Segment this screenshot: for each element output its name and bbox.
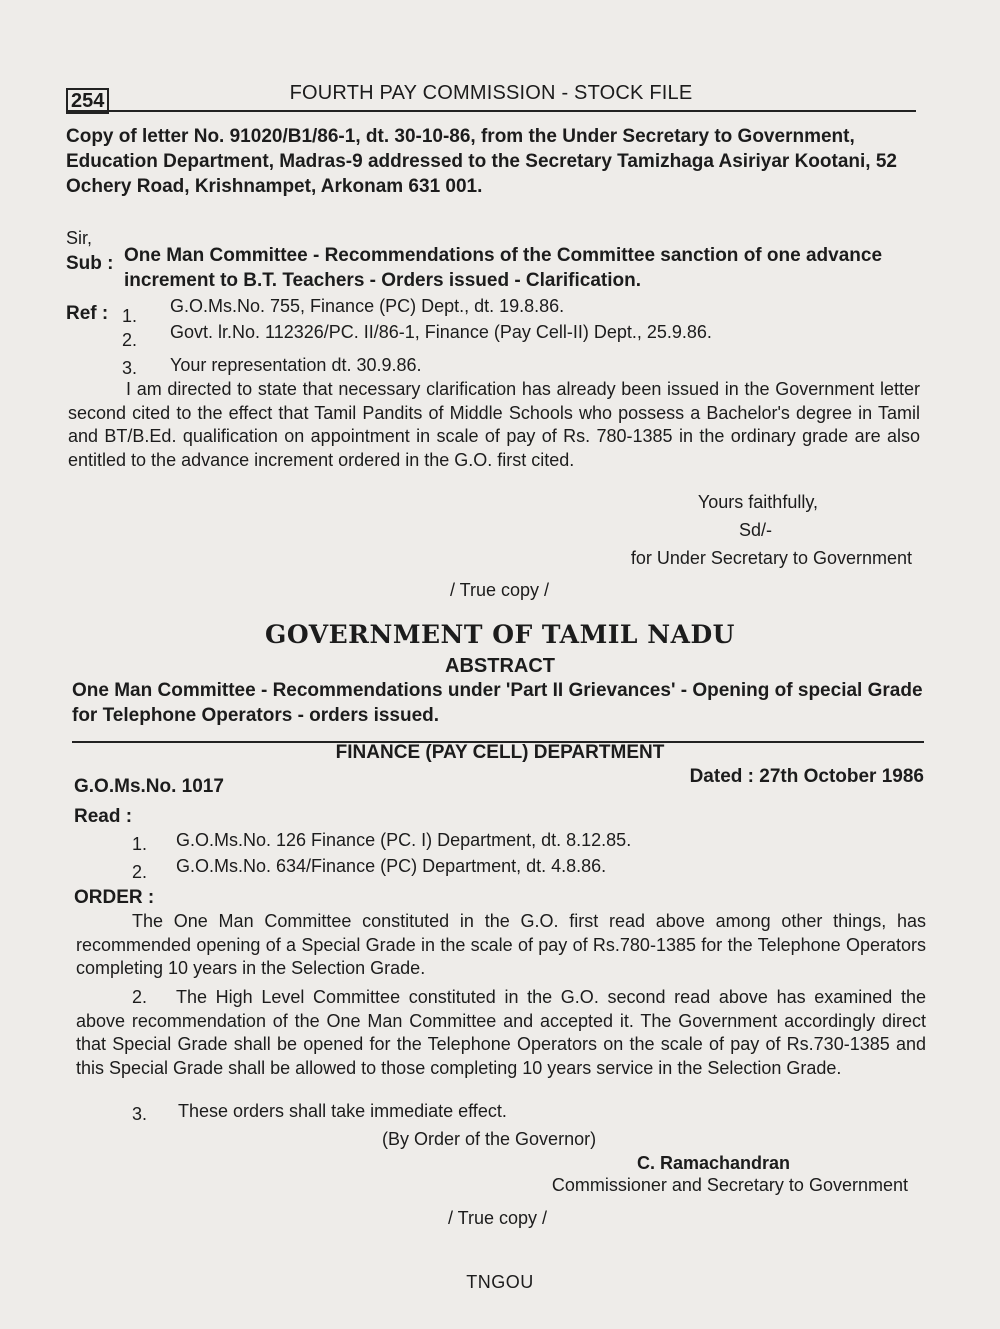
read-item: G.O.Ms.No. 634/Finance (PC) Department, dt. 4.8.86. xyxy=(176,856,607,876)
order-subject: One Man Committee - Recommendations under 'Part II Grievances' - Opening of special Grade for Telephone Operators - orders issued. xyxy=(72,680,923,726)
salutation: Sir, xyxy=(66,228,93,248)
read-item: G.O.Ms.No. 126 Finance (PC. I) Department, dt. 8.12.85. xyxy=(176,830,632,850)
by-order: (By Order of the Governor) xyxy=(382,1129,597,1149)
subject-text: One Man Committee - Recommendations of the Committee sanction of one advance increment to B.T. Teachers - Orders issued - Clarification. xyxy=(124,245,883,291)
letter-body: I am directed to state that necessary clarification has already been issued in the Government letter second cited to the effect that Tamil Pandits of Middle Schools who possess a Bachelor's degree in Tamil and BT/B.Ed. qualification on appointment in scale of pay of Rs. 780-1385 in the ordinary grade are also entitled to the advance increment ordered in the G.O. first cited. xyxy=(68,379,920,470)
signer-name: C. Ramachandran xyxy=(636,1153,790,1173)
order-date: Dated : 27th October 1986 xyxy=(689,766,924,787)
government-title: GOVERNMENT OF TAMIL NADU xyxy=(265,620,735,649)
order-label: ORDER : xyxy=(74,887,155,908)
department-heading: FINANCE (PAY CELL) DEPARTMENT xyxy=(335,742,665,763)
letter-sd: Sd/- xyxy=(738,520,772,540)
go-number: G.O.Ms.No. 1017 xyxy=(74,776,224,797)
signer-title: Commissioner and Secretary to Government xyxy=(551,1175,908,1195)
read-label: Read : xyxy=(74,806,133,827)
reference-number: 2. xyxy=(122,330,138,350)
page-number: 254 xyxy=(66,88,109,114)
order-paragraph-2: The High Level Committee constituted in the G.O. second read above has examined the above recommendation of the One Man Committee and accepted it. The Government accordingly direct that Special Grade shall be opened for the Telephone Operators on the scale of pay of Rs.730-1385 and this Special Grade shall be allowed to those completing 10 years service in the Selection Grade. xyxy=(76,987,926,1078)
reference-label: Ref : xyxy=(66,303,109,324)
reference-number: 3. xyxy=(122,358,138,378)
order-paragraph-1: The One Man Committee constituted in the G.O. first read above among other things, has recommended opening of a Special Grade in the scale of pay of Rs.780-1385 for the Telephone Operators completing 10 years in the Selection Grade. xyxy=(76,911,926,978)
paragraph-number: 3. xyxy=(132,1104,148,1124)
paragraph-number: 2. xyxy=(132,987,148,1007)
abstract-heading: ABSTRACT xyxy=(445,655,555,677)
letter-signatory: for Under Secretary to Government xyxy=(630,548,912,568)
reference-item: Govt. lr.No. 112326/PC. II/86-1, Finance (Pay Cell-II) Dept., 25.9.86. xyxy=(170,322,712,342)
true-copy-label: / True copy / xyxy=(448,1208,548,1228)
footer-text: TNGOU xyxy=(466,1272,534,1292)
header-title: FOURTH PAY COMMISSION - STOCK FILE xyxy=(289,82,693,104)
page-header xyxy=(66,80,916,112)
reference-item: G.O.Ms.No. 755, Finance (PC) Dept., dt. 19.8.86. xyxy=(170,296,565,316)
reference-number: 1. xyxy=(122,306,138,326)
letter-closing: Yours faithfully, xyxy=(697,492,818,512)
order-paragraph-3: These orders shall take immediate effect. xyxy=(178,1101,507,1121)
true-copy-label: / True copy / xyxy=(450,580,550,600)
reference-item: Your representation dt. 30.9.86. xyxy=(170,355,422,375)
read-number: 2. xyxy=(132,862,148,882)
subject-label: Sub : xyxy=(66,253,114,274)
read-number: 1. xyxy=(132,834,148,854)
letter-intro: Copy of letter No. 91020/B1/86-1, dt. 30-10-86, from the Under Secretary to Government, Education Department, Madras-9 addressed to the Secretary Tamizhaga Asiriyar Kootani, 52 Ochery Road, Krishnampet, Arkonam 631 001. xyxy=(66,126,897,197)
